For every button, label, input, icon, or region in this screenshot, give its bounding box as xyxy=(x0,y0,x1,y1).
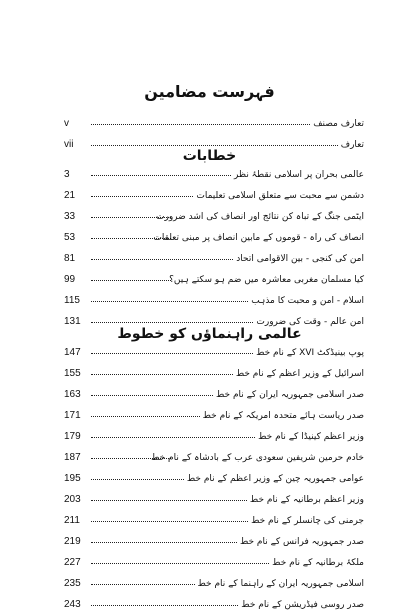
toc-page-number: 211 xyxy=(64,515,80,526)
letters-list xyxy=(64,337,364,610)
toc-entry-title: تعارف xyxy=(340,140,364,150)
toc-entry-title: صدر اسلامی جمہوریہ ایران کے نام خط xyxy=(216,390,364,400)
toc-entry[interactable] xyxy=(64,547,364,568)
toc-entry-title: صدر روسی فیڈریشن کے نام خط xyxy=(241,600,364,610)
dot-leader xyxy=(91,301,248,302)
dot-leader xyxy=(91,584,195,585)
speeches-list xyxy=(64,159,364,327)
toc-entry[interactable] xyxy=(64,358,364,379)
toc-entry[interactable] xyxy=(64,108,364,129)
toc-page-number: 33 xyxy=(64,211,76,222)
toc-entry-title: انصاف کی راہ - قوموں کے مابین انصاف پر مبنی تعلقات xyxy=(153,233,364,243)
toc-entry-title: جرمنی کی چانسلر کے نام خط xyxy=(251,516,364,526)
dot-leader xyxy=(91,542,237,543)
dot-leader xyxy=(91,605,238,606)
toc-entry-title: امن کی کنجی - بین الاقوامی اتحاد xyxy=(236,254,364,264)
toc-entry[interactable] xyxy=(64,222,364,243)
toc-entry-title: عالمی بحران پر اسلامی نقطۂ نظر xyxy=(233,170,364,180)
toc-page-number: 131 xyxy=(64,316,81,327)
toc-entry[interactable] xyxy=(64,568,364,589)
toc-entry-title: اسرائیل کے وزیر اعظم کے نام خط xyxy=(235,369,364,379)
dot-leader xyxy=(91,563,269,564)
dot-leader xyxy=(91,280,171,281)
dot-leader xyxy=(91,437,255,438)
toc-entry[interactable] xyxy=(64,337,364,358)
toc-entry[interactable] xyxy=(64,159,364,180)
toc-page-number: vii xyxy=(64,139,74,150)
toc-entry-title: عوامی جمہوریہ چین کے وزیر اعظم کے نام خط xyxy=(186,474,364,484)
toc-entry[interactable] xyxy=(64,129,364,150)
toc-page-number: v xyxy=(64,118,69,129)
dot-leader xyxy=(91,145,338,146)
toc-page-number: 219 xyxy=(64,536,81,547)
dot-leader xyxy=(91,259,233,260)
toc-page-number: 243 xyxy=(64,599,81,610)
toc-entry[interactable] xyxy=(64,421,364,442)
toc-entry-title: وزیر اعظم برطانیہ کے نام خط xyxy=(249,495,364,505)
toc-page-number: 147 xyxy=(64,347,81,358)
dot-leader xyxy=(91,124,310,125)
dot-leader xyxy=(91,374,233,375)
toc-page-number: 81 xyxy=(64,253,76,264)
dot-leader xyxy=(91,416,200,417)
toc-page-number: 115 xyxy=(64,295,80,306)
toc-page-number: 227 xyxy=(64,557,81,568)
toc-page-number: 53 xyxy=(64,232,76,243)
toc-entry-title: اسلامی جمہوریہ ایران کے راہنما کے نام خط xyxy=(197,579,364,589)
toc-entry-title: صدر ریاست ہائے متحدہ امریکہ کے نام خط xyxy=(202,411,364,421)
toc-entry-title: اسلام - امن و محبت کا مذہب xyxy=(251,296,364,306)
toc-page-number: 163 xyxy=(64,389,81,400)
toc-page-number: 155 xyxy=(64,368,81,379)
dot-leader xyxy=(91,500,247,501)
toc-entry[interactable] xyxy=(64,484,364,505)
toc-page-number: 171 xyxy=(64,410,81,421)
dot-leader xyxy=(91,196,193,197)
section-heading-letters: عالمی راہنماؤں کو خطوط xyxy=(117,326,302,342)
toc-entry-title: دشمن سے محبت سے متعلق اسلامی تعلیمات xyxy=(196,191,364,201)
toc-entry-title: امن عالم - وقت کی ضرورت xyxy=(256,317,364,327)
toc-entry[interactable] xyxy=(64,400,364,421)
toc-entry[interactable] xyxy=(64,463,364,484)
toc-entry-title: صدر جمہوریہ فرانس کے نام خط xyxy=(239,537,364,547)
toc-entry[interactable] xyxy=(64,201,364,222)
toc-entry[interactable] xyxy=(64,285,364,306)
toc-entry[interactable] xyxy=(64,379,364,400)
dot-leader xyxy=(91,353,253,354)
toc-entry[interactable] xyxy=(64,306,364,327)
toc-entry-title: ملکۂ برطانیہ کے نام خط xyxy=(272,558,364,568)
dot-leader xyxy=(91,322,253,323)
toc-entry[interactable] xyxy=(64,180,364,201)
toc-page-number: 21 xyxy=(64,190,76,201)
intro-list xyxy=(64,108,364,150)
toc-page-number: 179 xyxy=(64,431,81,442)
dot-leader xyxy=(91,395,213,396)
toc-entry-title: کیا مسلمان مغربی معاشرہ میں ضم ہو سکتے ہیں؟ xyxy=(169,275,364,285)
toc-page-number: 203 xyxy=(64,494,81,505)
toc-entry-title: پوپ بینیڈکٹ XVI کے نام خط xyxy=(256,348,364,358)
toc-entry[interactable] xyxy=(64,526,364,547)
dot-leader xyxy=(91,521,248,522)
toc-page-number: 187 xyxy=(64,452,81,463)
toc-entry[interactable] xyxy=(64,589,364,610)
toc-entry-title: تعارف مصنف xyxy=(313,119,364,129)
toc-entry-title: ایٹمی جنگ کے تباہ کن نتائج اور انصاف کی اشد ضرورت xyxy=(156,212,364,222)
toc-entry-title: وزیر اعظم کینیڈا کے نام خط xyxy=(258,432,364,442)
toc-entry-title: خادم حرمین شریفین سعودی عرب کے بادشاہ کے نام خط xyxy=(151,453,364,463)
toc-entry[interactable] xyxy=(64,264,364,285)
dot-leader xyxy=(91,175,231,176)
toc-entry[interactable] xyxy=(64,442,364,463)
section-heading-speeches: خطابات xyxy=(182,148,237,164)
toc-entry[interactable] xyxy=(64,505,364,526)
toc-entry[interactable] xyxy=(64,243,364,264)
toc-page-number: 235 xyxy=(64,578,81,589)
toc-page-number: 3 xyxy=(64,169,70,180)
toc-page-number: 195 xyxy=(64,473,81,484)
dot-leader xyxy=(91,479,184,480)
toc-page-number: 99 xyxy=(64,274,76,285)
page-title: فہرست مضامین xyxy=(144,82,275,101)
